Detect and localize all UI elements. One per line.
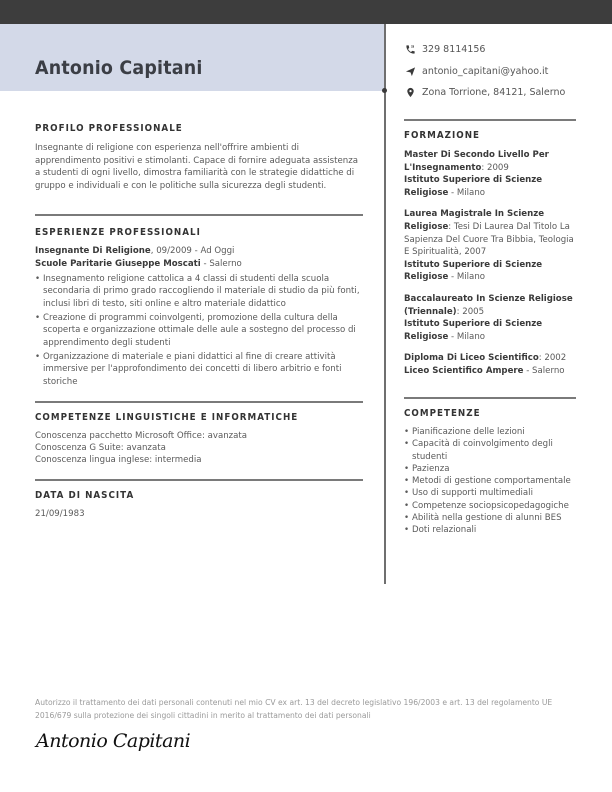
email-address[interactable]: antonio_capitani@yahoo.it — [422, 65, 549, 77]
school-location: - Milano — [448, 187, 486, 198]
competences-section — [404, 397, 576, 537]
section-title: PROFILO PROFESSIONALE — [35, 123, 183, 134]
privacy-consent: Autorizzo il trattamento dei dati personali contenuti nel mio CV ex art. 13 del decreto legislativo 196/2003 e art. 13 del regolamento UE 2016/679 sulla protezione dei singoli cittadini in merito al trattamento dei dati personali — [35, 698, 553, 720]
candidate-name: Antonio Capitani — [35, 57, 203, 79]
list-item: Conoscenza pacchetto Microsoft Office: avanzata — [35, 431, 248, 441]
education-list — [404, 149, 576, 378]
degree: Master Di Secondo Livello Per L'Insegnamento — [404, 150, 549, 173]
list-item: • Doti relazionali — [404, 524, 576, 536]
education-item — [404, 293, 576, 343]
degree-detail: : Tesi Di Laurea Dal Titolo La Sapienza Del Cuore Tra Bibbia, Teologia E Spiritualità, 2007 — [404, 221, 574, 258]
education-item — [404, 149, 576, 199]
degree: Baccalaureato In Scienze Religiose (Triennale) — [404, 293, 573, 317]
birth-section — [35, 479, 363, 521]
phone-number: 329 8114156 — [422, 43, 486, 55]
top-bar — [0, 0, 612, 24]
section-divider — [404, 397, 576, 399]
degree-detail: : 2002 — [538, 353, 567, 364]
school-location: - Milano — [448, 272, 486, 283]
list-item: Conoscenza G Suite: avanzata — [35, 443, 166, 453]
contact-email — [404, 65, 548, 77]
list-item: • Organizzazione di materiale e piani didattici al fine di creare attività immersive per l'approfondimento dei concetti di libero arbitrio e fonti storiche — [35, 351, 363, 388]
section-divider — [35, 479, 363, 481]
competences-list — [404, 426, 576, 537]
section-divider — [35, 214, 363, 216]
address: Zona Torrione, 84121, Salerno — [422, 86, 566, 98]
experience-section — [35, 214, 363, 388]
section-title: COMPETENZE LINGUISTICHE E INFORMATICHE — [35, 412, 299, 423]
degree-detail: : 2005 — [456, 306, 485, 317]
job-header — [35, 245, 363, 258]
list-item: • Creazione di programmi coinvolgenti, promozione della cultura della scoperta e organizzazione ottimale delle aule a sostegno del processo di apprendimento degli studenti — [35, 312, 363, 349]
list-item: • Capacità di coinvolgimento degli studenti — [404, 438, 576, 463]
location-pin-icon — [404, 86, 416, 98]
birth-date: 21/09/1983 — [35, 509, 85, 519]
job-dates: , 09/2009 - Ad Oggi — [150, 246, 235, 256]
education-item — [404, 208, 576, 284]
school-location: - Salerno — [523, 365, 565, 376]
list-item: • Metodi di gestione comportamentale — [404, 475, 576, 487]
education-section — [404, 119, 576, 387]
list-item: Conoscenza lingua inglese: intermedia — [35, 455, 202, 465]
list-item: • Pazienza — [404, 463, 576, 475]
school: Istituto Superiore di Scienze Religiose — [404, 259, 543, 283]
education-item — [404, 352, 576, 377]
section-title: COMPETENZE — [404, 408, 481, 419]
school: Istituto Superiore di Scienze Religiose — [404, 175, 543, 198]
school-location: - Milano — [448, 331, 486, 342]
list-item: • Abilità nella gestione di alunni BES — [404, 512, 576, 524]
profile-section — [35, 123, 363, 192]
degree: Laurea Magistrale In Scienze Religiose — [404, 209, 545, 232]
skills-it-section — [35, 401, 363, 466]
skills-it-list — [35, 430, 363, 466]
job-bullets — [35, 273, 363, 388]
section-title: ESPERIENZE PROFESSIONALI — [35, 227, 201, 238]
section-divider — [404, 119, 576, 121]
list-item: • Uso di supporti multimediali — [404, 487, 576, 499]
list-item: • Competenze sociopsicopedagogiche — [404, 500, 576, 512]
job-employer-line — [35, 258, 363, 271]
degree: Diploma Di Liceo Scientifico — [404, 353, 539, 364]
section-title: DATA DI NASCITA — [35, 490, 135, 501]
contact-phone — [404, 43, 485, 55]
school: Liceo Scientifico Ampere — [404, 365, 524, 376]
divider-dot — [382, 88, 387, 93]
list-item: • Pianificazione delle lezioni — [404, 426, 576, 438]
phone-icon — [404, 43, 416, 55]
section-divider — [35, 401, 363, 403]
job-employer: Scuole Paritarie Giuseppe Moscati — [35, 258, 201, 269]
job-location: - Salerno — [200, 258, 242, 269]
paper-plane-icon — [404, 65, 416, 77]
degree-detail: : 2009 — [481, 162, 509, 173]
section-title: FORMAZIONE — [404, 130, 481, 141]
column-divider — [384, 24, 386, 584]
signature: Antonio Capitani — [36, 730, 191, 752]
job-role: Insegnante Di Religione — [35, 246, 151, 256]
list-item: • Insegnamento religione cattolica a 4 classi di studenti della scuola secondaria di primo grado raccogliendo il materiale di studio da più fonti, inclusi libri di testo, siti online e altro materiale didattico — [35, 273, 363, 310]
profile-text: Insegnante di religione con esperienza nell'offrire ambienti di apprendimento positivi e stimolanti. Capace di fornire adeguata assistenza a studenti di ogni livello, dimostra familiarità con le strategie didattiche di gruppo e individuali e con le politiche sulla sicurezza degli studenti. — [35, 143, 358, 191]
school: Istituto Superiore di Scienze Religiose — [404, 319, 543, 342]
contact-address — [404, 86, 565, 98]
